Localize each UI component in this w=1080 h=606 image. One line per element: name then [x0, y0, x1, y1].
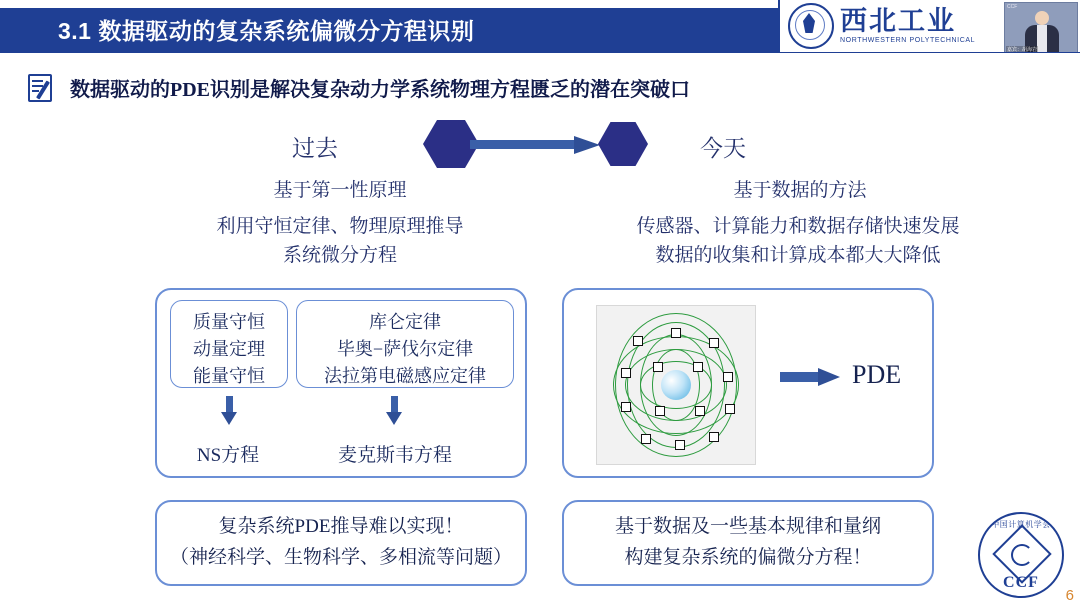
left-description-line-1: 利用守恒定律、物理原理推导	[216, 216, 464, 237]
page-number: 6	[1065, 587, 1074, 604]
right-column-heading: 基于数据的方法	[733, 180, 867, 201]
past-label: 过去	[292, 136, 338, 161]
page-title: 3.1 数据驱动的复杂系统偏微分方程识别	[58, 17, 475, 44]
speaker-top-label: CCF	[1007, 4, 1018, 10]
right-conclusion-line-2: 构建复杂系统的偏微分方程！	[624, 546, 872, 568]
speaker-shirt-shape	[1037, 25, 1047, 52]
law-item: 质量守恒	[193, 312, 265, 332]
right-column-description	[548, 212, 1048, 271]
law-item: 毕奥−萨伐尔定律	[336, 339, 474, 359]
subtitle-row	[26, 72, 690, 102]
university-name-cn: 西北工业	[840, 6, 956, 36]
speaker-video-thumbnail[interactable]	[1004, 2, 1078, 52]
conservation-law-group	[170, 300, 288, 388]
field-sensor-plot	[596, 305, 756, 465]
society-abbr: CCF	[1003, 574, 1039, 591]
pde-output-label: PDE	[852, 360, 902, 389]
down-arrow-icon-maxwell	[386, 396, 402, 426]
today-label: 今天	[700, 136, 746, 161]
left-conclusion-text	[155, 512, 527, 574]
hexagon-today-marker	[598, 122, 648, 166]
electromagnetic-law-group	[296, 300, 514, 388]
note-edit-icon	[26, 72, 56, 102]
pde-arrow-icon	[780, 368, 842, 386]
right-conclusion-text	[562, 512, 934, 574]
left-column-description	[150, 212, 530, 271]
law-item: 法拉第电磁感应定律	[324, 366, 486, 386]
right-conclusion-line-1: 基于数据及一些基本规律和量纲	[614, 516, 881, 537]
university-name	[834, 8, 975, 44]
society-name-cn: 中国计算机学会	[991, 520, 1051, 529]
left-description-line-2: 系统微分方程	[282, 245, 397, 267]
equation-maxwell: 麦克斯韦方程	[337, 445, 452, 466]
ccf-society-logo	[978, 512, 1064, 598]
subtitle-text: 数据驱动的PDE识别是解决复杂动力学系统物理方程匮乏的潜在突破口	[70, 78, 690, 101]
slide-title-bar	[0, 8, 780, 50]
right-description-line-2: 数据的收集和计算成本都大大降低	[655, 245, 941, 267]
law-item: 能量守恒	[193, 366, 265, 386]
left-conclusion-line-2: （神经科学、生物科学、多相流等问题）	[169, 546, 512, 568]
law-item: 库仑定律	[369, 312, 441, 332]
left-column-heading: 基于第一性原理	[273, 180, 407, 201]
equation-ns: NS方程	[196, 445, 260, 466]
speaker-head-shape	[1035, 11, 1049, 25]
university-seal-icon	[788, 3, 834, 49]
speaker-name-label: 嘉宾：胡海岩	[1007, 47, 1038, 52]
left-conclusion-line-1: 复杂系统PDE推导难以实现！	[218, 516, 464, 537]
ccf-inner-circle-shape	[1011, 544, 1033, 566]
right-arrow-icon	[470, 136, 602, 152]
right-description-line-1: 传感器、计算能力和数据存储快速发展	[636, 216, 960, 237]
law-item: 动量定理	[193, 339, 265, 359]
brand-logo-block	[778, 0, 1080, 52]
plot-source-marker	[661, 370, 691, 400]
university-name-en: NORTHWESTERN POLYTECHNICAL	[840, 37, 976, 44]
down-arrow-icon-ns	[221, 396, 237, 426]
